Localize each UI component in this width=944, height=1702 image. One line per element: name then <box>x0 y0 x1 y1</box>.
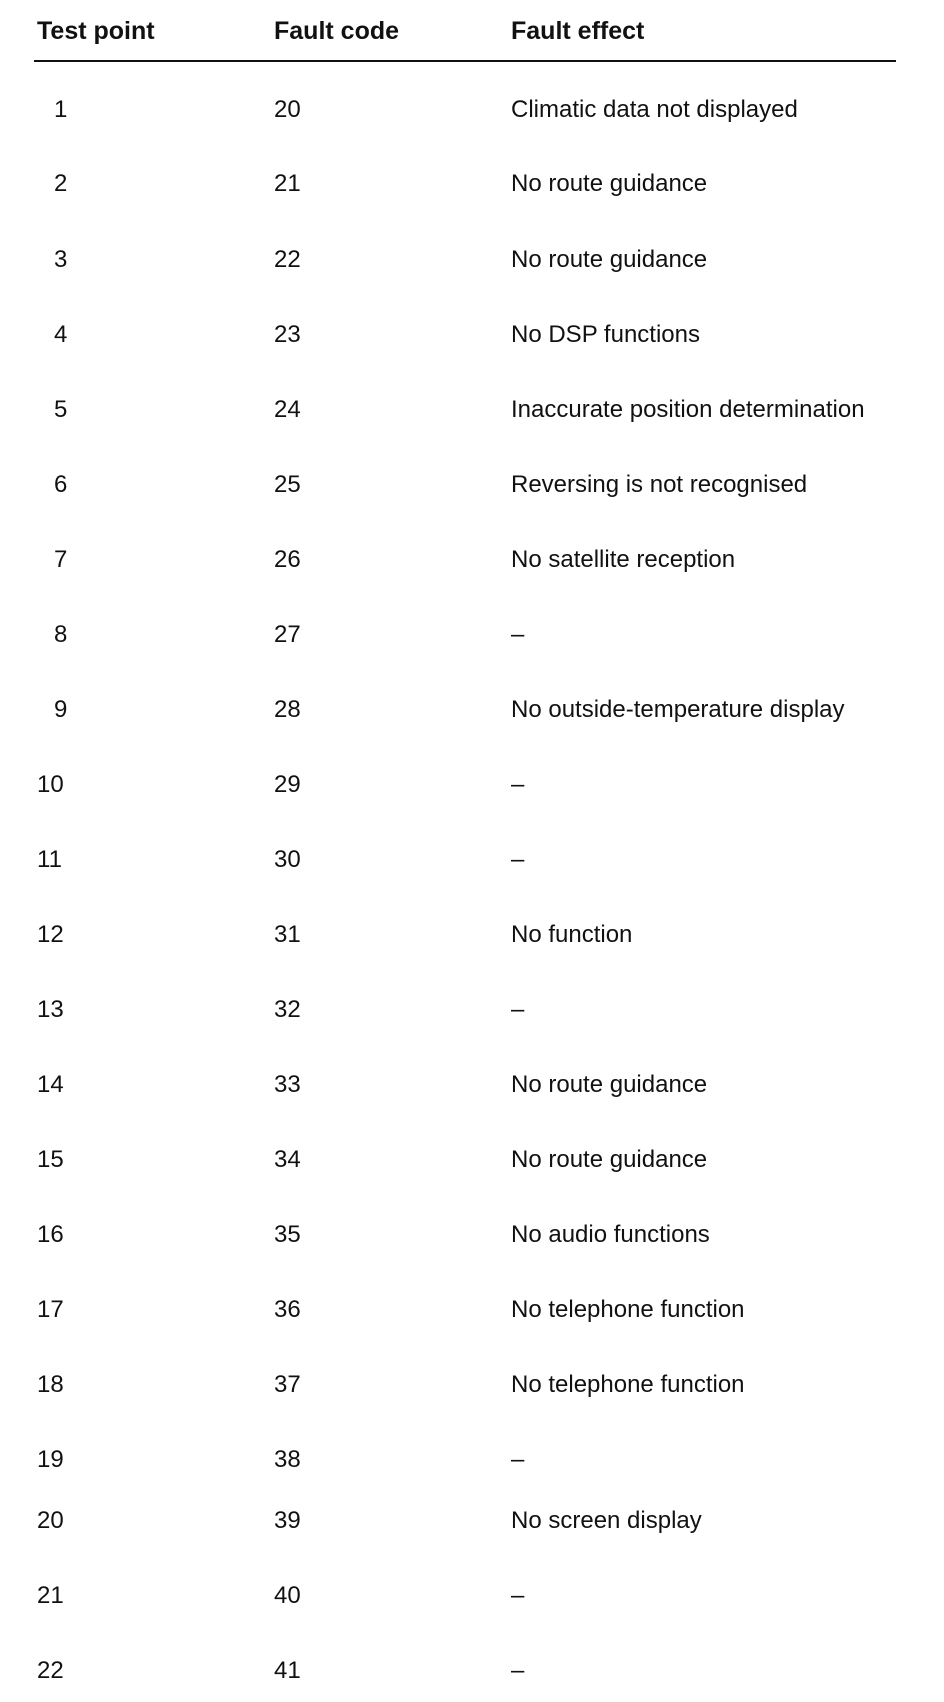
table-row <box>0 1218 944 1254</box>
fault-effect-cell: No satellite reception <box>511 546 736 573</box>
fault-code-cell: 27 <box>274 621 301 648</box>
test-point-cell: 12 <box>37 921 64 948</box>
table-row <box>0 243 944 279</box>
fault-code-cell: 36 <box>274 1296 301 1323</box>
table-row <box>0 918 944 954</box>
test-point-cell: 16 <box>37 1221 64 1248</box>
fault-code-cell: 28 <box>274 696 301 723</box>
test-point-cell: 11 <box>37 846 62 873</box>
test-point-cell: 14 <box>37 1071 64 1098</box>
table-row <box>0 1068 944 1104</box>
fault-code-cell: 37 <box>274 1371 301 1398</box>
fault-code-cell: 34 <box>274 1146 301 1173</box>
test-point-cell: 20 <box>37 1507 64 1534</box>
fault-effect-cell: Climatic data not displayed <box>511 96 798 123</box>
fault-code-cell: 31 <box>274 921 301 948</box>
table-row <box>0 93 944 129</box>
table-row <box>0 318 944 354</box>
fault-effect-cell: No telephone function <box>511 1371 745 1398</box>
fault-effect-cell: Reversing is not recognised <box>511 471 808 498</box>
fault-code-cell: 33 <box>274 1071 301 1098</box>
fault-effect-cell: No outside-temperature display <box>511 696 845 723</box>
table-row <box>0 1293 944 1329</box>
fault-effect-cell: – <box>511 1582 525 1609</box>
column-header-test-point: Test point <box>37 17 155 45</box>
fault-effect-cell: – <box>511 996 525 1023</box>
table-row <box>0 693 944 729</box>
test-point-cell: 2 <box>54 170 68 197</box>
fault-code-cell: 24 <box>274 396 301 423</box>
test-point-cell: 5 <box>54 396 68 423</box>
table-row <box>0 468 944 504</box>
table-row <box>0 618 944 654</box>
fault-effect-cell: No route guidance <box>511 1071 708 1098</box>
fault-effect-cell: No telephone function <box>511 1296 745 1323</box>
fault-code-cell: 39 <box>274 1507 301 1534</box>
fault-effect-cell: – <box>511 771 525 798</box>
fault-code-cell: 32 <box>274 996 301 1023</box>
fault-effect-cell: – <box>511 1446 525 1473</box>
fault-code-cell: 35 <box>274 1221 301 1248</box>
table-row <box>0 993 944 1029</box>
column-header-fault-effect: Fault effect <box>511 17 645 45</box>
table-row <box>0 1654 944 1690</box>
test-point-cell: 17 <box>37 1296 64 1323</box>
fault-effect-cell: No audio functions <box>511 1221 710 1248</box>
fault-effect-cell: – <box>511 621 525 648</box>
fault-code-cell: 30 <box>274 846 301 873</box>
fault-code-cell: 40 <box>274 1582 301 1609</box>
test-point-cell: 6 <box>54 471 68 498</box>
fault-effect-cell: – <box>511 1657 525 1684</box>
test-point-cell: 10 <box>37 771 64 798</box>
fault-effect-cell: No route guidance <box>511 1146 708 1173</box>
test-point-cell: 13 <box>37 996 64 1023</box>
table-row <box>0 843 944 879</box>
fault-effect-cell: No route guidance <box>511 246 708 273</box>
fault-effect-cell: Inaccurate position determination <box>511 396 865 423</box>
test-point-cell: 9 <box>54 696 68 723</box>
fault-code-cell: 38 <box>274 1446 301 1473</box>
table-row <box>0 1579 944 1615</box>
test-point-cell: 1 <box>54 96 68 123</box>
fault-code-cell: 22 <box>274 246 301 273</box>
table-row <box>0 1443 944 1479</box>
fault-effect-cell: No route guidance <box>511 170 708 197</box>
fault-effect-cell: No screen display <box>511 1507 702 1534</box>
table-row <box>0 543 944 579</box>
table-row <box>0 1504 944 1540</box>
fault-effect-cell: No function <box>511 921 633 948</box>
test-point-cell: 19 <box>37 1446 64 1473</box>
test-point-cell: 7 <box>54 546 68 573</box>
fault-code-cell: 29 <box>274 771 301 798</box>
table-row <box>0 768 944 804</box>
test-point-cell: 22 <box>37 1657 64 1684</box>
fault-code-cell: 25 <box>274 471 301 498</box>
table-row <box>0 167 944 203</box>
fault-code-cell: 21 <box>274 170 301 197</box>
test-point-cell: 3 <box>54 246 68 273</box>
test-point-cell: 4 <box>54 321 68 348</box>
column-header-fault-code: Fault code <box>274 17 400 45</box>
test-point-cell: 8 <box>54 621 68 648</box>
fault-code-cell: 23 <box>274 321 301 348</box>
test-point-cell: 15 <box>37 1146 64 1173</box>
test-point-cell: 18 <box>37 1371 64 1398</box>
fault-code-cell: 26 <box>274 546 301 573</box>
fault-effect-cell: No DSP functions <box>511 321 700 348</box>
fault-code-cell: 20 <box>274 96 301 123</box>
table-row <box>0 1143 944 1179</box>
fault-effect-cell: – <box>511 846 525 873</box>
test-point-cell: 21 <box>37 1582 64 1609</box>
table-row <box>0 1368 944 1404</box>
fault-code-cell: 41 <box>274 1657 301 1684</box>
table-row <box>0 393 944 429</box>
